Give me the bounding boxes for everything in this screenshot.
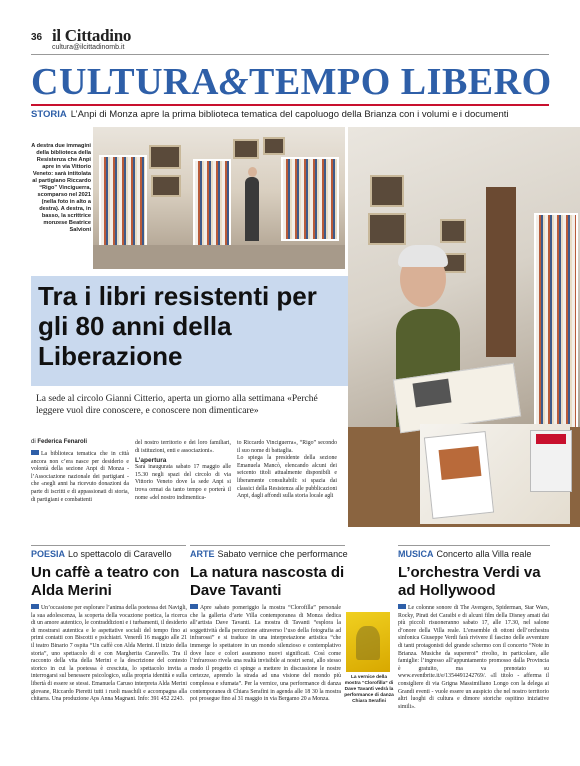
arte-kicker-text: Sabato vernice che performance	[217, 549, 348, 559]
poesia-kicker-label: POESIA	[31, 549, 66, 559]
section-rule	[31, 104, 549, 106]
paragraph-marker-icon	[190, 604, 198, 609]
book-cover-inset	[420, 424, 570, 524]
article-column-1	[31, 450, 129, 504]
article-column-2	[135, 440, 231, 502]
byline-author: Federica Fenaroli	[37, 439, 88, 445]
musica-kicker	[398, 549, 531, 559]
artwork-thumbnail	[346, 612, 390, 672]
section-title-a: CULTURA	[31, 61, 219, 103]
arte-kicker	[190, 549, 348, 559]
column-3-text: to Riccardo Vinciguerra», “Rigo” secondo il suo nome di battaglia.	[237, 440, 337, 454]
main-kicker-label: STORIA	[31, 109, 67, 120]
musica-body	[398, 604, 549, 711]
poesia-kicker	[31, 549, 172, 559]
paragraph-marker-icon	[31, 604, 39, 609]
page-number: 36	[31, 32, 43, 43]
column-2-text-b: Sarà inaugurata sabato 17 maggio alle 15.30 negli spazi del circolo di via Vittorio Veneto dove la sede Anpi si trova ormai da tanto tempo e porterà il nome «del nostro indimentica-	[135, 464, 231, 501]
paragraph-marker-icon	[398, 604, 406, 609]
photo-caption: A destra due immagini della biblioteca della Resistenza che Anpi apre in via Vittorio Veneto: sarà intitolata al partigiano Riccardo “Rigo” Vinciguerra, scomparso nel 2021 (nella foto in alto a destra). A destra, in basso, la scrittrice monzese Beatrice Salvioni	[31, 143, 91, 233]
section-email[interactable]: cultura@ilcittadinomb.it	[52, 44, 125, 51]
masthead-logo[interactable]: il Cittadino	[52, 26, 132, 45]
byline-prefix: di	[31, 439, 36, 445]
artwork-caption: La vernice della mostra “Clorofilla” di Dave Tavanti vedrà la performance di danza Chiara Serafini	[344, 675, 394, 704]
musica-kicker-text: Concerto alla Villa reale	[436, 549, 532, 559]
arte-title: La natura nascosta di Dave Tavanti	[190, 564, 345, 599]
section-title-b: TEMPO LIBERO	[248, 61, 552, 103]
musica-title: L’orchestra Verdi va ad Hollywood	[398, 564, 541, 599]
arte-body-text: Apre sabato pomeriggio la mostra “Clorofilla” personale che la galleria d’arte Villa contemporanea di Monza dedica all’artista Dave Tavanti. La mostra di Tavanti “esplora la soggettività della percezione attraverso l’uso della fotografia ad infrarossi” e si traduce in una interpretazione artistica “che immerge lo spettatore in un mondo silenzioso e contemplativo dove luce e colori assumono nuovi significati. Così come l’infrarosso rivela una realtà invisibile ai nostri sensi, allo stesso modo il progetto ci spinge a mettere in discussione le nostre certezze, aprendo la strada ad una visione del mondo più complessa e sfumata”. Per la vernice, una performance di danza contemporanea di Chiara Serafini in agenda alle 18 30 la mostra poi prosegue fino al 31 maggio in via Bergamo 20 a Monza.	[190, 605, 341, 703]
main-kicker	[31, 109, 509, 120]
column-3-text-b: Lo spiega la presidente della sezione Emanuela Mancò, elencando alcuni dei seicento titoli attualmente disponibili e liberamente consultabili: si spazia dai classici della Resistenza alle pubblicazioni Anpi, dagli affondi sulla storia locale agli	[237, 455, 337, 500]
rule-arte	[190, 545, 345, 546]
poesia-title: Un caffè a teatro con Alda Merini	[31, 564, 180, 599]
section-title-amp: &	[218, 61, 249, 103]
arte-body	[190, 604, 341, 704]
column-2-subheading: L’apertura	[135, 457, 167, 465]
top-rule	[31, 54, 549, 55]
musica-kicker-label: MUSICA	[398, 549, 434, 559]
poesia-kicker-text: Lo spettacolo di Caravello	[68, 549, 172, 559]
byline	[31, 439, 87, 445]
main-kicker-text: L’Anpi di Monza apre la prima biblioteca tematica del capoluogo della Brianza con i volumi e i documenti	[70, 109, 509, 120]
column-2-text: del nostro territorio e dei loro familiari, di istituzioni, enti e associazioni».	[135, 440, 231, 454]
rule-poesia	[31, 545, 186, 546]
musica-body-text: Le colonne sonore di The Avengers, Spiderman, Star Wars, Rocky, Pirati dei Caraibi e di alcuni film della Disney amati dai più piccoli risuoneranno sabato 17, alle 17.30, nel salone d’onore della Villa reale. L’ensemble di ottoni dell’orchestra sinfonica Giuseppe Verdi farà rivivere il fascino delle avventure di tanti protagonisti del grande schermo con il concerto “Note in Brianza. Musiche da supereroi” rivolto, in particolare, alle famiglie: l’ingresso all’appuntamento promosso dalla Provincia è gratuito, ma va prenotato su www.eventbrite.it/e/1354491242769/. «Il titolo - afferma il consigliere di via Grigna Massimiliano Longo con la delega ai Grandi eventi - vuole essere un auspicio che nel nostro territorio altri luoghi di cultura e dimore storiche ospitino iniziative simili».	[398, 605, 549, 710]
column-1-text: La biblioteca tematica che in città ancora non c’era nasce per desiderio e volontà della sezione Anpi di Monza - l’Associazione nazionale dei partigiani - che «negli anni ha ricevuto donazioni da parte di iscritti e di appassionati di storia, di partigiani e combattenti	[31, 451, 129, 503]
paragraph-marker-icon	[31, 450, 39, 455]
rule-musica	[398, 545, 550, 546]
article-column-3	[237, 440, 337, 501]
poesia-body	[31, 604, 187, 704]
main-subhead: La sede al circolo Gianni Citterio, aperta un giorno alla settimana «Perché leggere vuol dire conoscere, e conoscere non dimenticare»	[36, 394, 318, 416]
poesia-body-text: Un’occasione per esplorare l’anima della poetessa dei Navigli, la sua adolescenza, la scoperta della vocazione poetica, la ricerca di un amore autentico, le contraddizioni e i turbamenti, il desiderio di mostrarsi autentica e le aspettative sociali del tempo fino ai primi contatti con Biscotti e psichiatri. Venerdì 16 maggio alle 21 il teatro Binario 7 ospita “Un caffè con Alda Merini. Il inizio della storia”, uno spettacolo di e con Margherita Caravello. Tra il racconto della vita della Merini e la descrizione del contesto storico in cui la poetessa è cresciuta, lo spettacolo invita a interrogarsi sul benessere psicologico, sulla propria identità e sulla libertà di essere se stessi. Emanuela Caruso interpreta Alda Merini giovane, Riccardo Pieretti tutti i ruoli maschili e accompagna alla chitarra. Una produzione Aps Anna Magnani. Info: 391 452 2243.	[31, 605, 187, 703]
library-photo	[93, 127, 345, 269]
arte-kicker-label: ARTE	[190, 549, 215, 559]
section-title	[31, 60, 552, 104]
main-headline: Tra i libri resistenti per gli 80 anni della Liberazione	[38, 281, 317, 371]
